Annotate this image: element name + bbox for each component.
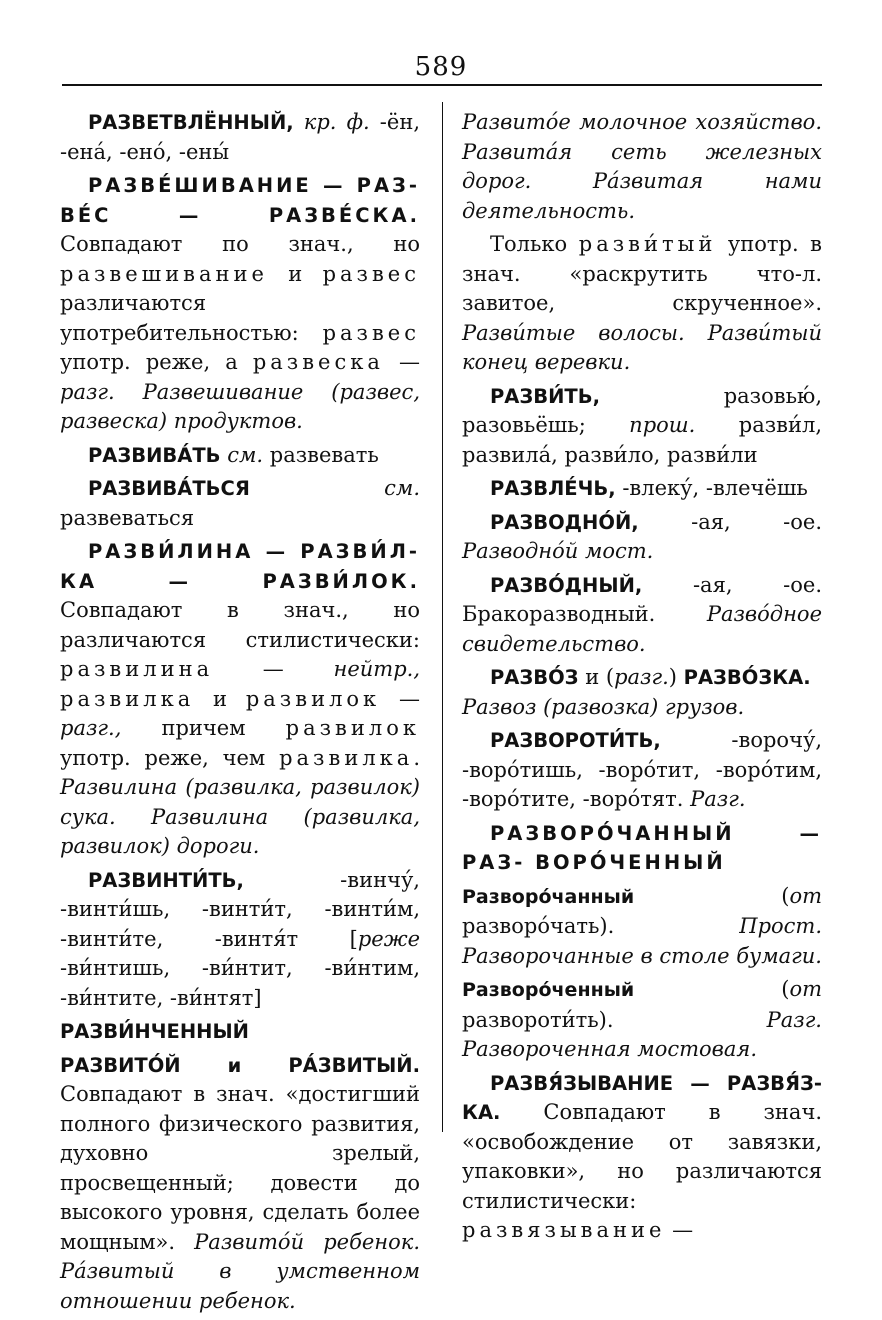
headword: РАЗВЕ́ШИВАНИЕ — РАЗ- ВЕ́С — РАЗВЕ́СКА.: [60, 174, 420, 227]
text: и: [267, 261, 323, 286]
example: Разг. Развороченная мостовая.: [462, 1007, 822, 1061]
headword: РАЗВИВА́ТЬ: [88, 443, 221, 467]
subheadword: Разворо́ченный: [462, 979, 635, 1001]
style-note: от: [789, 977, 822, 1001]
forms: -ворочу́, -воро́тишь, -воро́тит, -воро́тим, -воро́тите, -воро́тят.: [462, 728, 822, 811]
example: Разводно́й мост.: [462, 539, 654, 563]
entry-razvorotit: [462, 726, 822, 815]
forms: разовью́, разовьёшь;: [462, 383, 822, 437]
spaced-word: развилок: [285, 716, 420, 740]
headword: РАЗВИТО́Й и РА́ЗВИТЫЙ.: [60, 1053, 420, 1077]
entry-razvivat: [60, 441, 420, 471]
text: (: [634, 977, 790, 1001]
spaced-word: развес: [322, 320, 420, 345]
entry-razvoz: [462, 663, 822, 722]
example: Разви́тые волосы. Разви́тый конец веревки.: [462, 320, 822, 374]
entry-razvivatsya: [60, 474, 420, 533]
forms: -влеку́, -влечёшь: [615, 476, 808, 500]
text: употр. реже, чем: [60, 745, 280, 770]
headword: РАЗВОДНО́Й,: [490, 510, 639, 534]
entry-razvodny: [462, 571, 822, 660]
forms: -ви́нтишь, -ви́нтит, -ви́нтим, -ви́нтите, -ви́нтят]: [60, 956, 420, 1010]
spaced-word: развешивание: [60, 261, 268, 286]
text: Совпадают в знач. «освобождение от завязки, упаковки», но различаются стилистически:: [462, 1100, 822, 1213]
example: Прост. Разворочанные в столе бумаги.: [462, 914, 822, 968]
page-number: 589: [414, 52, 468, 82]
see-note: см.: [220, 442, 264, 467]
headword: РАЗВИ́ЛИНА — РАЗВИ́Л- КА — РАЗВИ́ЛОК.: [60, 540, 420, 593]
entry-razvlech: [462, 474, 822, 504]
entry-razvilina: [60, 537, 420, 862]
header-rule: [62, 84, 822, 86]
entry-razvorochanny-head: [462, 819, 822, 878]
entry-razvetvlenny: [60, 108, 420, 167]
text: развороти́ть).: [462, 1007, 767, 1032]
text: .: [413, 745, 420, 770]
text: Совпадают в знач. «достигший полного физического развития, духовно зрелый, просвещенный; довести до высокого уровня, сделать более мощным».: [60, 1082, 420, 1254]
forms: -ён, -ена́, -ено́, -ены́: [60, 110, 420, 164]
text: различаются употребительностью:: [60, 291, 323, 345]
entry-razveshivanie: [60, 171, 420, 437]
headword: РАЗВЯ́ЗЫВАНИЕ — РАЗВЯ́З- КА.: [462, 1071, 822, 1124]
headword: РАЗВОРО́ЧАННЫЙ — РАЗ- ВОРО́ЧЕННЫЙ: [462, 821, 822, 874]
forms: -ая, -ое.: [638, 509, 822, 534]
spaced-word: развес: [322, 261, 420, 286]
text: -ая, -ое. Бракоразводный.: [462, 572, 822, 626]
spaced-word: разви́тый: [578, 232, 717, 256]
headword: РАЗВО́З: [490, 666, 579, 689]
grammar-note: прош.: [629, 413, 696, 437]
text: употр. реже, а: [60, 350, 253, 374]
text: Совпадают в знач., но различаются стилистически:: [60, 598, 420, 652]
style-note: нейтр.,: [333, 657, 420, 681]
text: —: [213, 657, 334, 681]
style-note: разг.,: [60, 716, 122, 740]
cross-reference: развеваться: [60, 505, 195, 530]
example: Развоз (развозка) грузов.: [462, 694, 745, 719]
example: Разво́дное свидетельство.: [462, 602, 822, 656]
headword: РАЗВОРОТИ́ТЬ,: [490, 729, 661, 752]
spaced-word: развеска: [252, 350, 384, 374]
entry-razvitoy-continued: [462, 108, 822, 226]
entry-razvityy-note: [462, 230, 822, 378]
example: Развито́й ребенок. Ра́звитый в умственном отношении ребенок.: [60, 1229, 421, 1313]
entry-razvintit: [60, 866, 420, 1014]
entry-razvinchenny: [60, 1017, 420, 1047]
style-note: реже: [357, 926, 420, 951]
entry-razvyazyvanie: [462, 1069, 822, 1246]
text: разворо́чать).: [462, 914, 740, 938]
right-column: [462, 108, 822, 1250]
headword: РАЗВО́ДНЫЙ,: [490, 573, 643, 597]
headword: РАЗВИВА́ТЬСЯ: [88, 477, 250, 500]
headword: РАЗВИ́НЧЕННЫЙ: [60, 1020, 249, 1043]
cross-reference: развевать: [263, 442, 379, 467]
column-divider: [442, 102, 443, 1132]
left-column: [60, 108, 420, 1320]
entry-razvitoy: [60, 1051, 420, 1317]
entry-razvorochenny: [462, 975, 822, 1065]
text: (: [634, 883, 790, 908]
spaced-word: развилина: [60, 657, 214, 681]
entry-razvit: [462, 382, 822, 471]
spaced-word: развилка: [279, 745, 414, 770]
forms: разви́л, развила́, разви́ло, разви́ли: [462, 413, 822, 467]
spaced-word: развилок: [245, 686, 381, 711]
text: —: [383, 350, 420, 374]
headword: РАЗВО́ЗКА.: [683, 666, 811, 689]
style-note: от: [789, 883, 822, 908]
entry-razvorochanny: [462, 882, 822, 972]
subheadword: Разворо́чанный: [462, 885, 635, 908]
grammar-note: кр. ф.: [293, 110, 370, 134]
example: Развилина (развилка, развилок) сука. Развилина (развилка, развилок) дороги.: [60, 775, 420, 858]
text: —: [380, 686, 420, 711]
spaced-word: развязывание: [462, 1218, 666, 1242]
text: и (: [578, 665, 615, 689]
example: разг. Развешивание (развес, развеска) продуктов.: [60, 379, 420, 433]
spaced-word: развилка: [60, 686, 195, 711]
headword: РАЗВЕТВЛЁННЫЙ,: [88, 111, 294, 134]
text: употр. в знач. «раскрутить что-л. завитое, скрученное».: [462, 232, 822, 315]
text: —: [665, 1218, 694, 1242]
style-note: Разг.: [690, 787, 746, 811]
see-note: см.: [249, 476, 420, 500]
text: ): [668, 665, 684, 689]
headword: РАЗВИ́ТЬ,: [490, 384, 600, 408]
example: Развито́е молочное хозяйство. Развита́я сеть железных дорог. Ра́звитая нами деятельность.: [462, 110, 822, 223]
text: Совпадают по знач., но: [60, 232, 420, 256]
text: причем: [121, 716, 286, 740]
headword: РАЗВИНТИ́ТЬ,: [88, 868, 244, 892]
text: и: [194, 686, 246, 711]
entry-razvodnoy: [462, 508, 822, 567]
text: Только: [490, 232, 579, 256]
headword: РАЗВЛЕ́ЧЬ,: [490, 477, 616, 500]
forms: -винчу́, -винти́шь, -винти́т, -винти́м, -винти́те, -винтя́т [: [60, 867, 420, 951]
style-note: разг.: [614, 665, 669, 689]
